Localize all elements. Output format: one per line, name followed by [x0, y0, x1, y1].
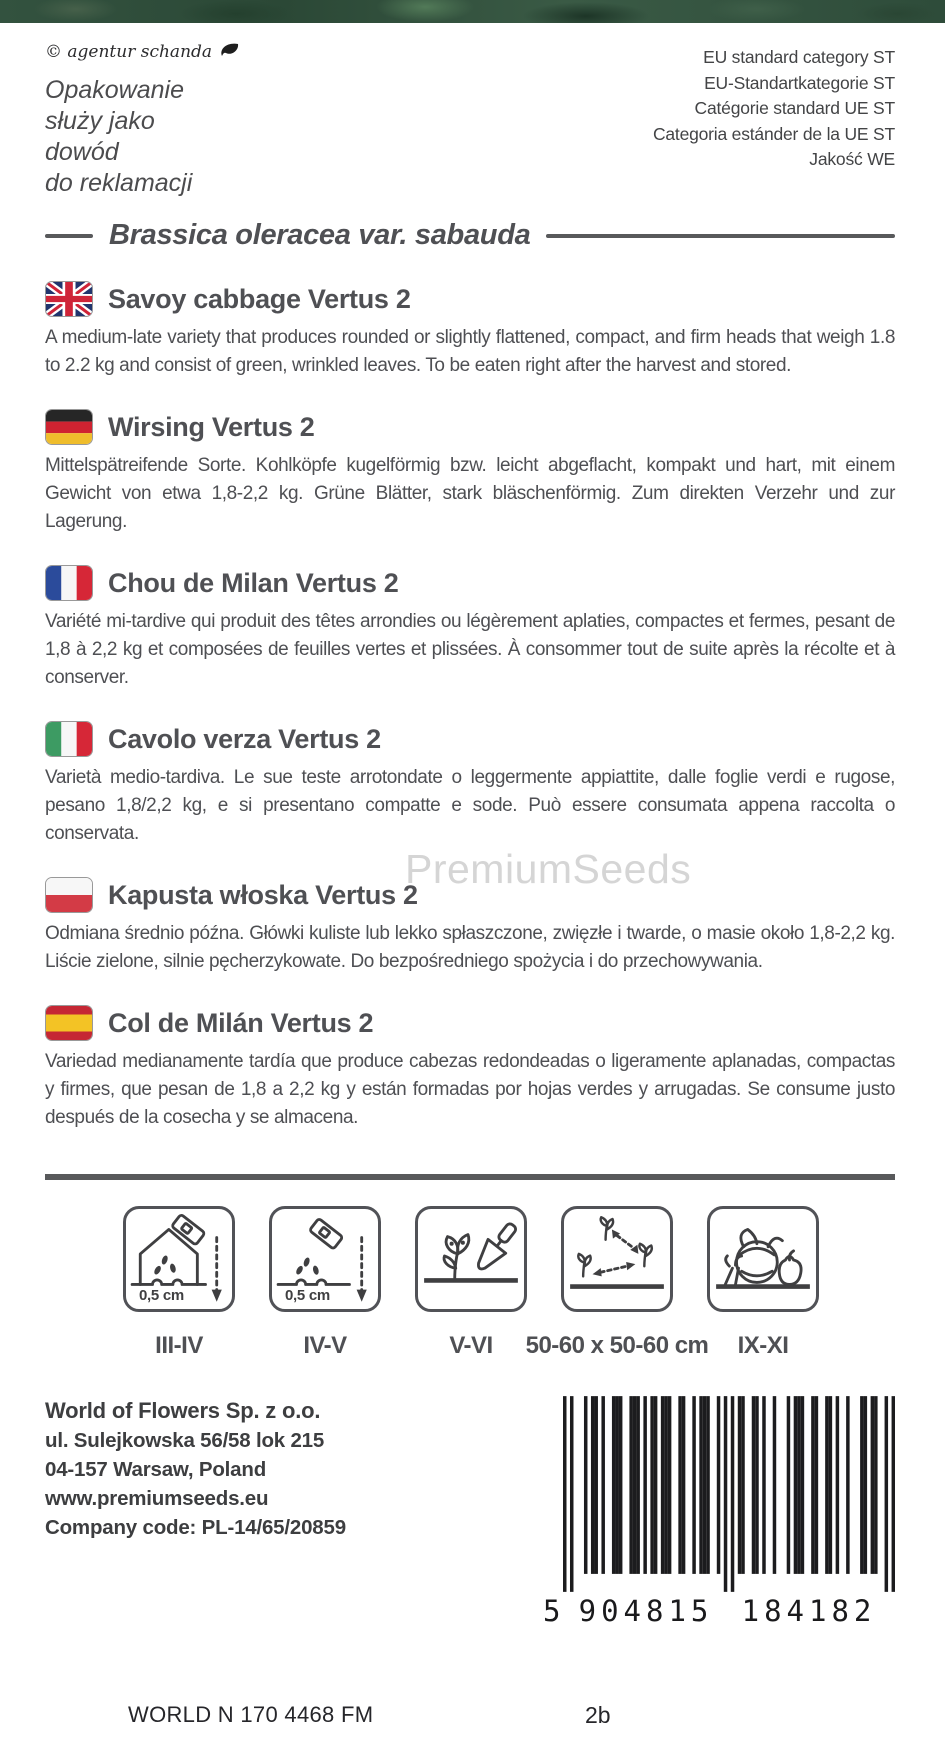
- barcode-lead-digit: 5: [543, 1594, 561, 1628]
- germany-flag-icon: [45, 409, 93, 445]
- spacing-label: 50-60 x 50-60 cm: [525, 1332, 709, 1359]
- section-body-italian: Varietà medio-tardiva. Le sue teste arrotondate o leggermente appiattite, dalle foglie verdi e rugose, pesano 1,8/2,2 kg, e si presentano compatte e sode. Può essere consumata appena raccolta o conservata.: [45, 767, 895, 844]
- section-title-german: Wirsing Vertus 2: [108, 411, 315, 442]
- section-title-italian: Cavolo verza Vertus 2: [108, 723, 381, 754]
- section-german: [45, 408, 895, 536]
- plant-out-label: V-VI: [449, 1332, 493, 1359]
- section-title-english: Savoy cabbage Vertus 2: [108, 283, 411, 314]
- cultivation-step-harvest: [707, 1206, 819, 1360]
- header: [45, 41, 895, 199]
- section-spanish: [45, 1004, 895, 1132]
- title-rule-left: [45, 234, 93, 238]
- section-body-german: Mittelspätreifende Sorte. Kohlköpfe kugelförmig bzw. leicht abgeflacht, kompakt und hart, mit einem Gewicht von etwa 1,8-2,2 kg. Grüne Blätter, stark bläschenförmig. Zum direkten Verzehr und zur Lagerung.: [45, 455, 895, 532]
- barcode-digits: [543, 1594, 895, 1628]
- eu-category-line: Categoria estánder de la UE ST: [652, 123, 895, 144]
- sow-indoors-label: III-IV: [155, 1332, 203, 1359]
- eu-category-line: EU standard category ST: [703, 47, 895, 67]
- schanda-leaf-icon: [219, 41, 241, 63]
- agency-credit-text: © agentur schanda: [45, 42, 213, 62]
- eu-category-line: Catégorie standard UE ST: [694, 98, 895, 118]
- cultivation-icons-row: [123, 1206, 895, 1360]
- section-italian: [45, 720, 895, 848]
- company-name: World of Flowers Sp. z o.o.: [45, 1398, 321, 1423]
- harvest-label: IX-XI: [737, 1332, 789, 1359]
- eu-category-list: [653, 45, 895, 199]
- section-french: [45, 564, 895, 692]
- section-title-polish: Kapusta włoska Vertus 2: [108, 879, 418, 910]
- sow-indoors-icon: [123, 1206, 235, 1312]
- harvest-icon: [707, 1206, 819, 1312]
- section-title-french: Chou de Milan Vertus 2: [108, 567, 399, 598]
- section-body-spanish: Variedad medianamente tardía que produce cabezas redondeadas o ligeramente aplanadas, compactas y firmes, que pesan de 1,8 a 2,2 kg y están formadas por hojas verdes y arrugadas. Se consume justo después de la cosecha y se almacena.: [45, 1051, 895, 1128]
- footer-edition-code: 2b: [585, 1702, 611, 1728]
- eu-category-line: EU-Standartkategorie ST: [704, 72, 895, 93]
- cultivation-step-sow-indoors: [123, 1206, 235, 1360]
- sow-indoors-depth: 0,5 cm: [139, 1287, 184, 1304]
- footer-batch-code: WORLD N 170 4468 FM: [128, 1702, 374, 1727]
- eu-category-line: Jakość WE: [809, 149, 895, 169]
- sow-outdoors-icon: [269, 1206, 381, 1312]
- barcode: [543, 1396, 895, 1628]
- spacing-icon: [561, 1206, 673, 1312]
- claim-line: Opakowanie: [45, 76, 184, 104]
- spain-flag-icon: [45, 1005, 93, 1041]
- claim-line: dowód: [45, 138, 119, 166]
- section-body-english: A medium-late variety that produces rounded or slightly flattened, compact, and firm heads that weigh 1.8 to 2.2 kg and consist of green, wrinkled leaves. To be eaten right after the harvest and stored.: [45, 327, 895, 376]
- header-left: [45, 41, 241, 199]
- plant-out-icon: [415, 1206, 527, 1312]
- bottom-row: [45, 1396, 895, 1628]
- cultivation-step-plant-out: [415, 1206, 527, 1360]
- company-info: [45, 1396, 346, 1542]
- company-address-line: ul. Sulejkowska 56/58 lok 215: [45, 1429, 325, 1452]
- company-code: Company code: PL-14/65/20859: [45, 1516, 346, 1539]
- section-title-spanish: Col de Milán Vertus 2: [108, 1007, 374, 1038]
- plant-photo-strip: [0, 0, 945, 23]
- section-body-french: Variété mi-tardive qui produit des têtes arrondies ou légèrement aplaties, compactes et fermes, pesant de 1,8 à 2,2 kg et composées de feuilles vertes et plissées. À consommer tout de suite après la récolte et à conserver.: [45, 611, 895, 688]
- barcode-bars: [563, 1396, 895, 1592]
- sow-outdoors-label: IV-V: [303, 1332, 347, 1359]
- claim-line: służy jako: [45, 107, 155, 135]
- section-english: [45, 280, 895, 380]
- title-rule-right: [546, 234, 895, 238]
- cultivation-step-sow-outdoors: [269, 1206, 381, 1360]
- section-polish: [45, 876, 895, 976]
- claim-line: do reklamacji: [45, 169, 193, 197]
- france-flag-icon: [45, 565, 93, 601]
- company-website: www.premiumseeds.eu: [45, 1487, 269, 1510]
- company-address-line: 04-157 Warsaw, Poland: [45, 1458, 267, 1481]
- agency-credit: [45, 41, 241, 63]
- section-body-polish: Odmiana średnio późna. Główki kuliste lub lekko spłaszczone, zwięzłe i twarde, o masie około 1,8-2,2 kg. Liście zielone, silnie pęcherzykowate. Do bezpośredniego spożycia i do przechowywania.: [45, 923, 895, 972]
- botanical-name: Brassica oleracea var. sabauda: [109, 219, 531, 251]
- poland-flag-icon: [45, 877, 93, 913]
- cultivation-step-spacing: [525, 1206, 709, 1360]
- botanical-title-row: [45, 219, 895, 252]
- barcode-group2: 184182: [741, 1594, 877, 1628]
- uk-flag-icon: [45, 281, 93, 317]
- section-divider: [45, 1174, 895, 1180]
- premiumseeds-watermark: PremiumSeeds: [405, 846, 692, 892]
- barcode-group1: 904815: [578, 1594, 714, 1628]
- claim-text: [45, 75, 241, 199]
- sow-outdoors-depth: 0,5 cm: [285, 1287, 330, 1304]
- italy-flag-icon: [45, 721, 93, 757]
